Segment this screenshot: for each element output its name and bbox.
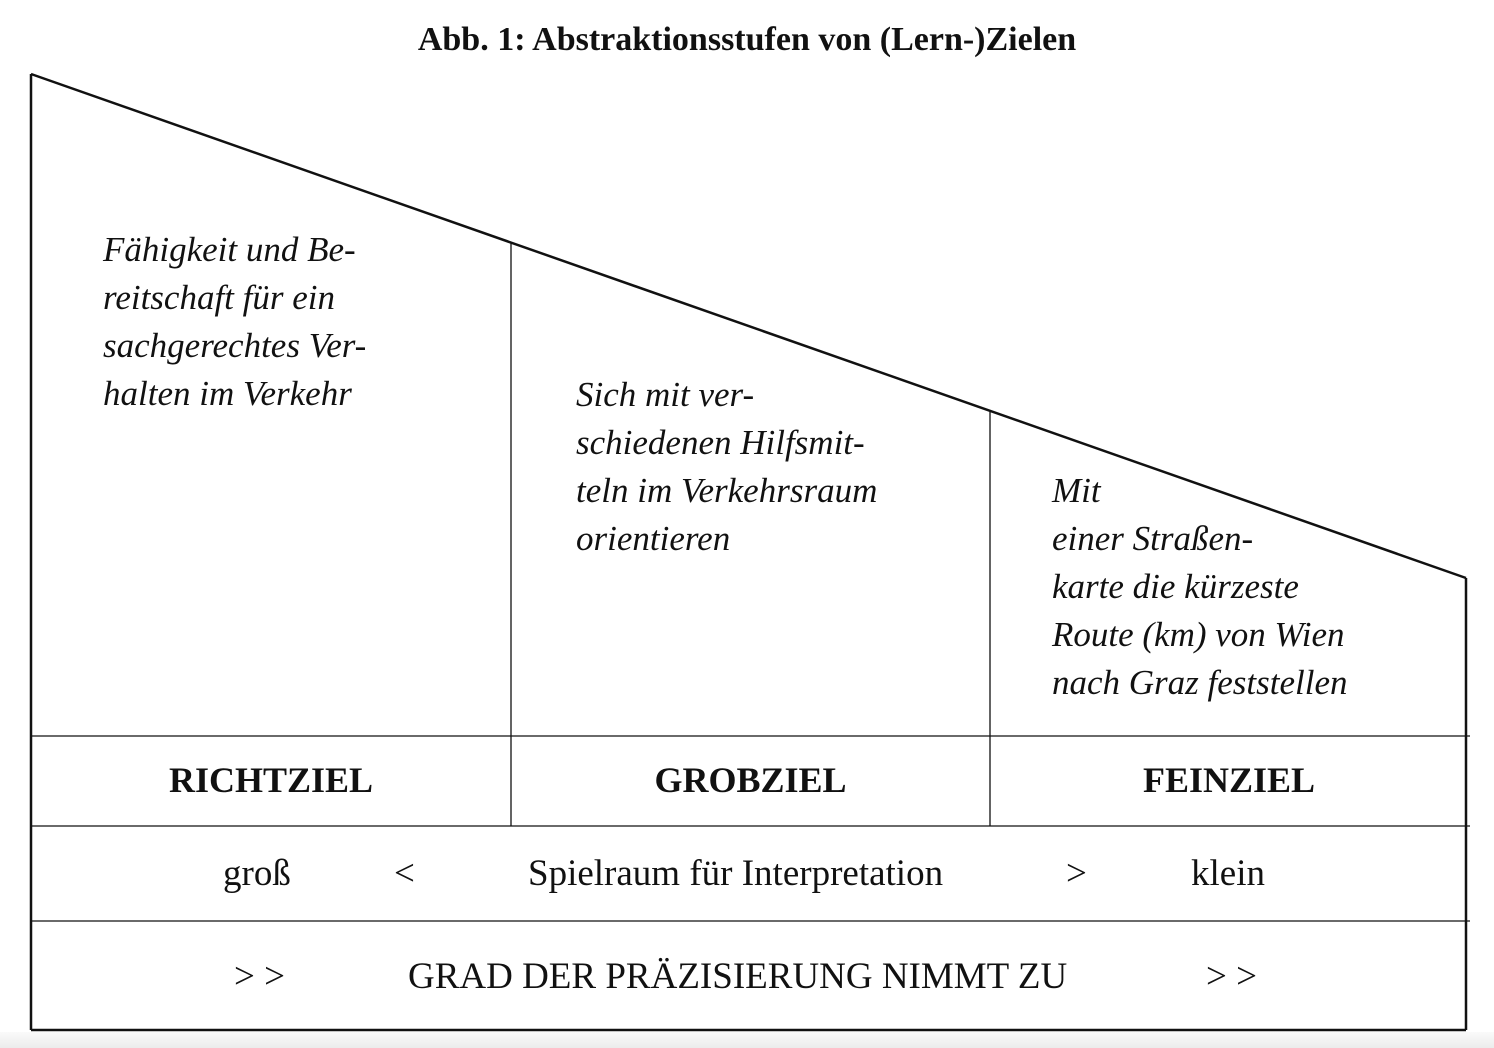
precision-left-arrows: > > (234, 956, 285, 997)
feinziel-label: FEINZIEL (1142, 760, 1316, 800)
feinziel-example-text: Mit einer Straßen- karte die kürzeste Route (km) von Wien nach Graz feststellen (1052, 471, 1348, 702)
precision-center-text: GRAD DER PRÄZISIERUNG NIMMT ZU (408, 956, 1068, 997)
interpretation-left-arrow: < (394, 853, 415, 894)
richtziel-example-text: Fähigkeit und Be- reitschaft für ein sachgerechtes Ver- halten im Verkehr (103, 230, 367, 413)
interpretation-left-text: groß (223, 853, 291, 894)
figure-title: Abb. 1: Abstraktionsstufen von (Lern-)Zielen (417, 21, 1077, 58)
precision-right-arrows: > > (1206, 956, 1257, 997)
grobziel-example-text: Sich mit ver- schiedenen Hilfsmit- teln im Verkehrsraum orientieren (576, 375, 878, 558)
grobziel-label: GROBZIEL (654, 760, 847, 800)
richtziel-label: RICHTZIEL (168, 760, 374, 800)
interpretation-right-arrow: > (1066, 853, 1087, 894)
interpretation-right-text: klein (1191, 853, 1265, 894)
interpretation-center-text: Spielraum für Interpretation (528, 853, 944, 894)
